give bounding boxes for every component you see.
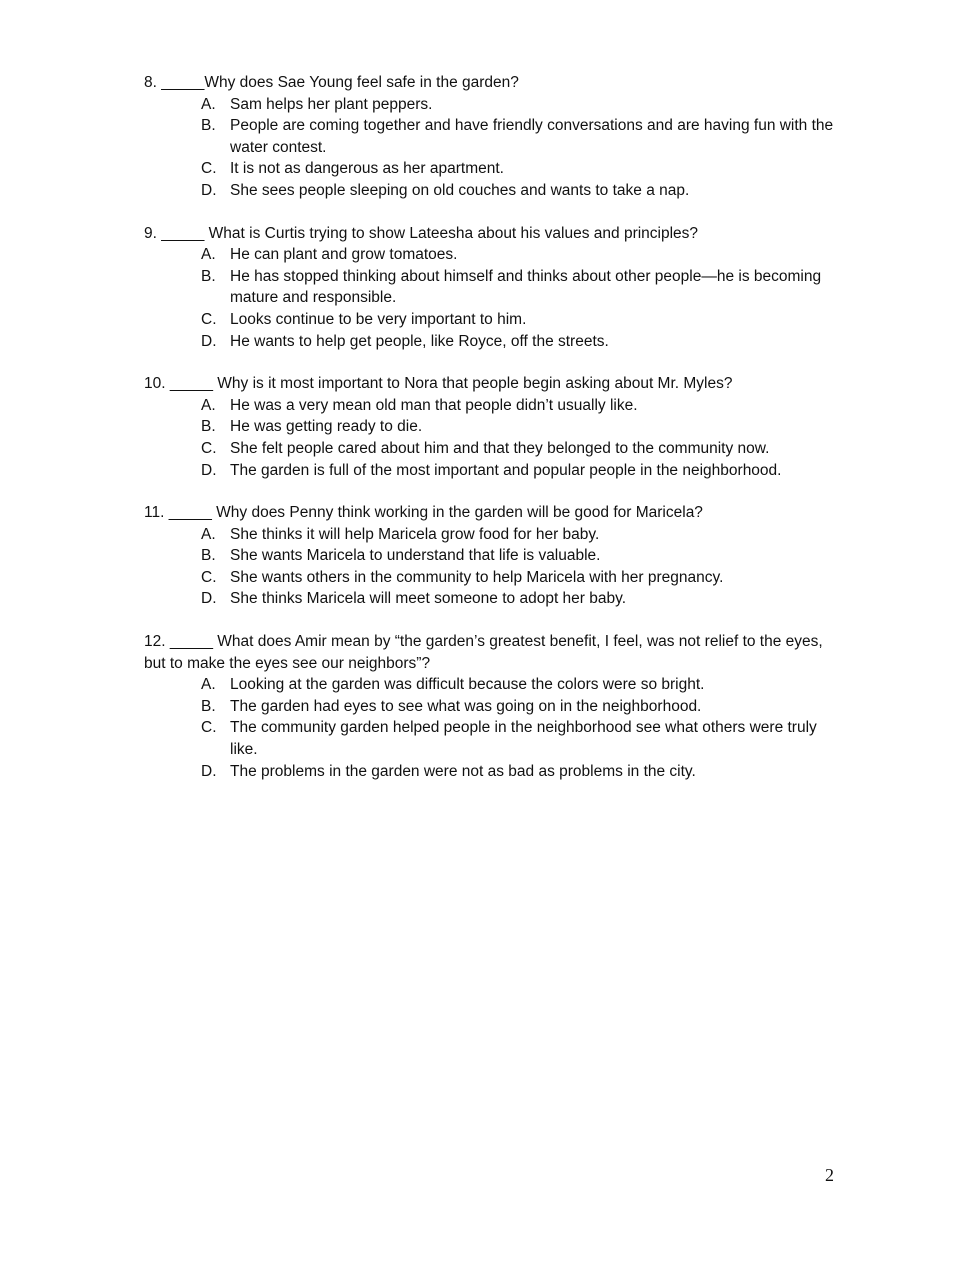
question-list [144, 72, 844, 803]
question-text: What is Curtis trying to show Lateesha about his values and principles? [208, 224, 699, 242]
option-c [144, 438, 844, 460]
question-text: Why does Sae Young feel safe in the garden? [204, 74, 519, 91]
question-number: 8. [144, 74, 157, 91]
option-b [144, 115, 844, 158]
question-number: 12. [144, 633, 166, 651]
option-c [144, 567, 844, 589]
option-a [144, 524, 844, 546]
option-text: He has stopped thinking about himself and thinks about other people—he is becoming mature and responsible. [230, 267, 822, 307]
option-letter: C. [201, 719, 217, 737]
option-text: People are coming together and have friendly conversations and are having fun with the water contest. [230, 117, 834, 156]
option-text: It is not as dangerous as her apartment. [230, 160, 504, 178]
option-letter: B. [201, 697, 216, 715]
question-9 [144, 223, 844, 353]
option-text: The garden had eyes to see what was going on in the neighborhood. [230, 697, 702, 715]
option-text: He wants to help get people, like Royce, off the streets. [230, 332, 609, 350]
option-letter: B. [201, 418, 216, 436]
question-text: What does Amir mean by “the garden’s greatest benefit, I feel, was not relief to the eyes, but to make the eyes see our neighbors”? [144, 633, 823, 672]
question-10 [144, 373, 844, 481]
option-letter: D. [201, 461, 217, 479]
option-b [144, 696, 844, 718]
option-a [144, 674, 844, 696]
answer-blank: _____ [169, 375, 213, 393]
option-text: She thinks Maricela will meet someone to adopt her baby. [230, 590, 627, 608]
question-stem [144, 502, 844, 524]
option-text: Looking at the garden was difficult because the colors were so bright. [230, 676, 705, 694]
option-c [144, 717, 844, 760]
option-text: She wants Maricela to understand that life is valuable. [230, 547, 601, 565]
option-letter: C. [201, 310, 217, 328]
answer-blank: _____ [168, 504, 212, 522]
option-letter: D. [201, 590, 217, 608]
option-letter: A. [201, 95, 216, 113]
option-text: She thinks it will help Maricela grow food for her baby. [230, 525, 600, 543]
option-a [144, 94, 844, 116]
question-stem [144, 631, 844, 674]
option-text: She wants others in the community to help Maricela with her pregnancy. [230, 568, 724, 586]
option-text: He was getting ready to die. [230, 418, 423, 436]
option-d [144, 761, 844, 783]
option-letter: A. [201, 525, 216, 543]
answer-options [144, 524, 844, 610]
question-number: 10. [144, 375, 166, 393]
option-letter: D. [201, 332, 217, 350]
option-text: She sees people sleeping on old couches and wants to take a nap. [230, 181, 690, 199]
option-letter: D. [201, 762, 217, 780]
question-text: Why does Penny think working in the garden will be good for Maricela? [216, 504, 703, 522]
option-letter: C. [201, 160, 217, 178]
option-letter: A. [201, 246, 216, 264]
answer-blank: _____ [169, 633, 213, 651]
question-text: Why is it most important to Nora that people begin asking about Mr. Myles? [217, 375, 733, 393]
page-number: 2 [825, 1165, 834, 1185]
answer-options [144, 674, 844, 782]
option-text: He can plant and grow tomatoes. [230, 246, 458, 264]
question-number: 11. [144, 504, 165, 522]
option-c [144, 158, 844, 180]
option-c [144, 309, 844, 331]
answer-options [144, 94, 844, 202]
option-d [144, 180, 844, 202]
option-d [144, 460, 844, 482]
option-letter: B. [201, 267, 216, 285]
option-text: The problems in the garden were not as bad as problems in the city. [230, 762, 696, 780]
option-b [144, 416, 844, 438]
question-8 [144, 72, 844, 202]
option-text: She felt people cared about him and that they belonged to the community now. [230, 439, 770, 457]
option-text: Looks continue to be very important to him. [230, 310, 527, 328]
option-letter: A. [201, 396, 216, 414]
question-stem [144, 72, 844, 94]
option-letter: C. [201, 439, 217, 457]
option-a [144, 244, 844, 266]
option-letter: A. [201, 676, 216, 694]
option-a [144, 395, 844, 417]
option-letter: D. [201, 181, 217, 199]
option-letter: B. [201, 547, 216, 565]
option-text: The community garden helped people in the neighborhood see what others were truly like. [230, 719, 817, 759]
option-text: The garden is full of the most important and popular people in the neighborhood. [230, 461, 782, 479]
answer-blank: _____ [161, 224, 205, 242]
option-letter: C. [201, 568, 217, 586]
question-stem [144, 223, 844, 245]
question-number: 9. [144, 224, 157, 242]
answer-blank: _____ [161, 74, 205, 91]
question-12 [144, 631, 844, 782]
answer-options [144, 395, 844, 481]
option-letter: B. [201, 117, 216, 135]
option-d [144, 588, 844, 610]
answer-options [144, 244, 844, 352]
option-text: He was a very mean old man that people didn’t usually like. [230, 396, 638, 414]
option-d [144, 331, 844, 353]
option-b [144, 545, 844, 567]
question-stem [144, 373, 844, 395]
question-11 [144, 502, 844, 610]
option-text: Sam helps her plant peppers. [230, 95, 433, 113]
option-b [144, 266, 844, 309]
